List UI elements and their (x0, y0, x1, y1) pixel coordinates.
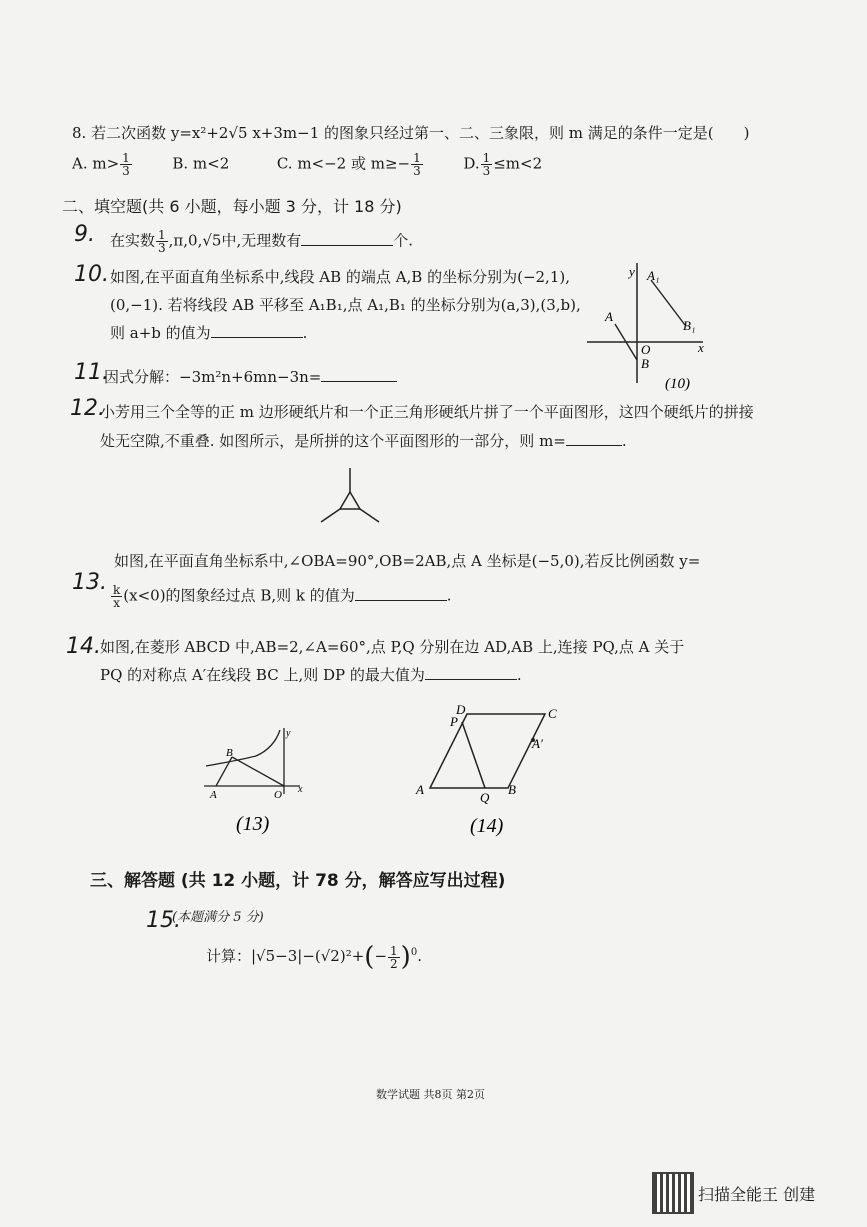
q11-text: 因式分解：−3m²n+6mn−3n= (104, 366, 397, 387)
q14-line2: PQ 的对称点 A′在线段 BC 上,则 DP 的最大值为 . (100, 666, 522, 684)
q8-option-a: A. m> (72, 154, 120, 173)
q8-option-d-fraction: $\frac{1}{3}$ (482, 151, 491, 178)
q14-number: 14. (66, 634, 101, 659)
q13-label-a: A (210, 789, 217, 801)
q10-caption: (10) (665, 376, 690, 392)
q13-label-x: x (298, 784, 303, 795)
q12-line1: 小芳用三个全等的正 m 边形硬纸片和一个正三角形硬纸片拼了一个平面图形，这四个硬纸片的拼接 (100, 403, 754, 421)
q14-answer-blank[interactable] (425, 665, 517, 680)
q14-figure (410, 700, 570, 840)
q10-figure (585, 258, 715, 393)
q8-options: A. m> $\frac{1}{3}$ B. m<2 C. m<−2 或 m≥− $\frac{1}{3}$ D. $\frac{1}{3}$ ≤m<2 (72, 151, 543, 178)
q10-answer-blank[interactable] (211, 323, 303, 338)
q10-line2: (0,−1). 若将线段 AB 平移至 A₁B₁,点 A₁,B₁ 的坐标分别为(a,3),(3,b), (110, 296, 581, 314)
q8-option-a-fraction: $\frac{1}{3}$ (122, 151, 130, 178)
q14-label-p: P (450, 714, 458, 729)
q10-line3: 则 a+b 的值为 . (110, 324, 308, 342)
q10-line1: 如图,在平面直角坐标系中,线段 AB 的端点 A,B 的坐标分别为(−2,1), (110, 268, 570, 286)
q13-answer-blank[interactable] (355, 586, 447, 601)
q9-number: 9. (74, 222, 95, 247)
q14-label-a: A (416, 782, 424, 797)
q14-label-b: B (508, 782, 516, 797)
q12-answer-blank[interactable] (566, 431, 622, 446)
q12-number: 12. (70, 396, 105, 421)
q10-label-y: y (629, 264, 635, 279)
q8-option-c-fraction: $\frac{1}{3}$ (413, 151, 421, 178)
section-2-title: 二、填空题(共 6 小题，每小题 3 分，计 18 分) (62, 197, 402, 216)
q15-number: 15. (146, 908, 181, 933)
q15-fraction: $\frac{1}{2}$ (390, 943, 398, 971)
qr-code-icon (652, 1172, 694, 1214)
q10-label-o: O (641, 342, 651, 357)
q9-answer-blank[interactable] (301, 231, 393, 246)
q8-stem: 8. 若二次函数 y=x²+2√5 x+3m−1 的图象只经过第一、二、三象限，则 m 满足的条件一定是( ) (72, 124, 750, 142)
q12-figure (315, 462, 385, 537)
section-3-title: 三、解答题 (共 12 小题，计 78 分，解答应写出过程) (90, 871, 506, 891)
q11-number: 11. (74, 360, 109, 385)
q13-figure (200, 722, 310, 837)
page-footer: 数学试题 共8页 第2页 (376, 1088, 485, 1101)
q15-note: (本题满分 5 分) (172, 910, 264, 925)
q13-caption: (13) (236, 813, 270, 835)
q10-label-a: A (605, 309, 613, 324)
q8-option-b: B. m<2 (172, 154, 230, 173)
q10-label-b: B (641, 356, 649, 371)
q12-line2: 处无空隙,不重叠. 如图所示，是所拼的这个平面图形的一部分，则 m= . (100, 432, 627, 450)
q14-label-d: D (456, 702, 466, 717)
q15-expression: 计算：|√5−3|−(√2)²+(− $\frac{1}{2}$ )$^0$. (206, 942, 422, 972)
q13-line1: 如图,在平面直角坐标系中,∠OBA=90°,OB=2AB,点 A 坐标是(−5,0),若反比例函数 y= (114, 552, 701, 570)
q14-label-q: Q (480, 790, 490, 805)
q11-answer-blank[interactable] (321, 367, 397, 382)
q13-fraction: $\frac{k}{x}$ (113, 583, 121, 610)
q10-label-a1: A₁ (647, 268, 660, 283)
q13-label-y: y (286, 728, 291, 739)
q9-fraction: $\frac{1}{3}$ (158, 228, 166, 255)
q10-label-b1: B₁ (683, 318, 696, 333)
q13-label-b: B (226, 747, 233, 759)
q9-text: 在实数 $\frac{1}{3}$ ,π,0,√5中,无理数有 个. (110, 228, 414, 255)
q8-option-c: C. m<−2 或 m≥− (276, 154, 411, 173)
q14-label-a-prime: A′ (532, 736, 543, 751)
scanner-watermark: 扫描全能王 创建 (698, 1185, 816, 1204)
q14-label-c: C (548, 706, 557, 721)
q14-line1: 如图,在菱形 ABCD 中,AB=2,∠A=60°,点 P,Q 分别在边 AD,AB 上,连接 PQ,点 A 关于 (100, 638, 685, 656)
q13-number: 13. (72, 570, 107, 595)
q14-caption: (14) (470, 815, 504, 837)
q10-number: 10. (74, 262, 109, 287)
q10-label-x: x (698, 340, 704, 355)
q13-label-o: O (274, 789, 282, 801)
q8-option-d: D. (463, 154, 480, 173)
q13-line2: $\frac{k}{x}$ (x<0)的图象经过点 B,则 k 的值为 . (113, 583, 452, 610)
